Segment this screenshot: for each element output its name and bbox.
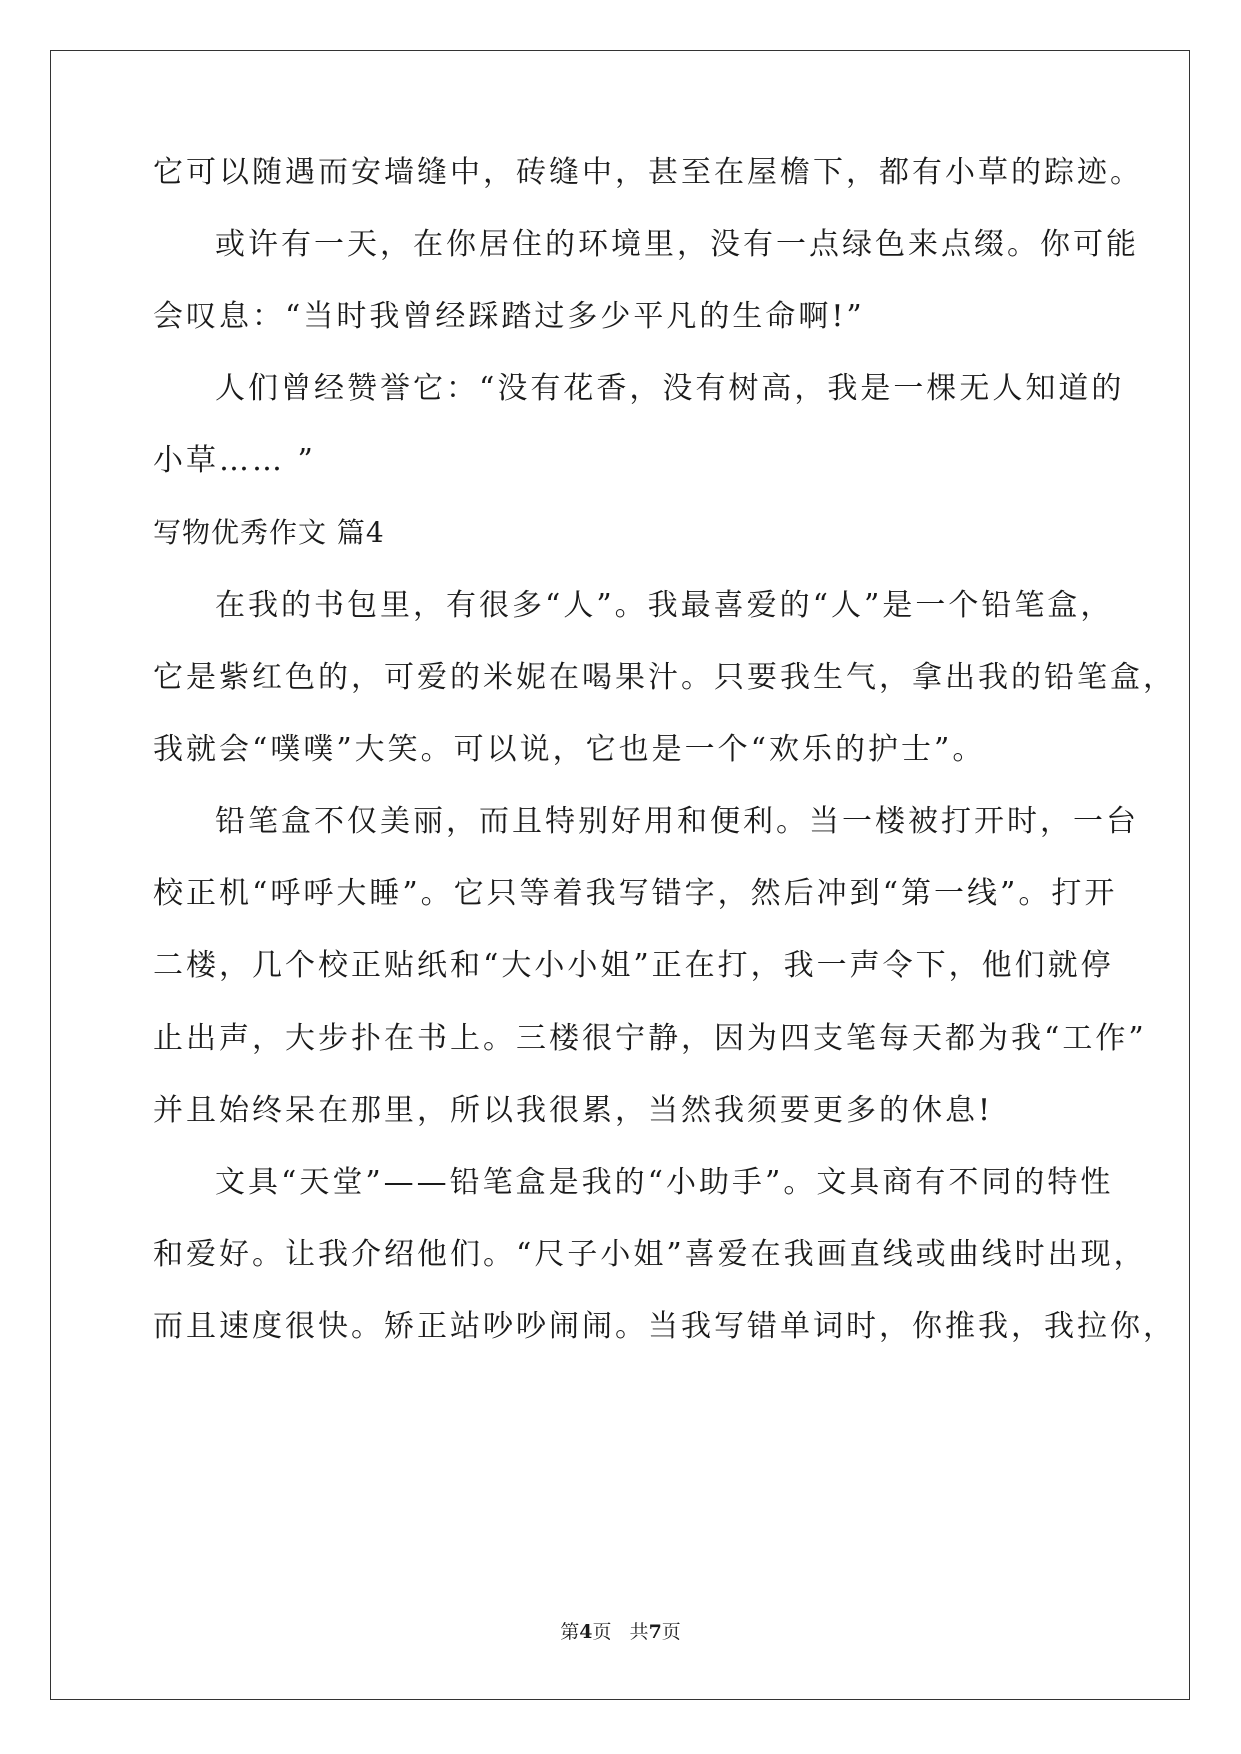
paragraph-line: 小草…… ” <box>153 443 316 478</box>
paragraph-line: 和爱好。让我介绍他们。“尺子小姐”喜爱在我画直线或曲线时出现， <box>153 1237 1147 1272</box>
total-page-count: 7 <box>648 1621 662 1643</box>
paragraph-line: 止出声，大步扑在书上。三楼很宁静，因为四支笔每天都为我“工作” <box>153 1021 1147 1056</box>
paragraph-line: 它可以随遇而安墙缝中，砖缝中，甚至在屋檐下，都有小草的踪迹。 <box>153 155 1143 190</box>
page-footer <box>0 1620 1241 1644</box>
paragraph-line: 会叹息：“当时我曾经踩踏过多少平凡的生命啊!” <box>153 299 865 334</box>
footer-suffix: 页 <box>661 1621 681 1643</box>
paragraph-line: 它是紫红色的，可爱的米妮在喝果汁。只要我生气，拿出我的铅笔盒， <box>153 660 1176 695</box>
paragraph-line: 人们曾经赞誉它：“没有花香，没有树高，我是一棵无人知道的 <box>215 371 1125 406</box>
footer-prefix: 第 <box>560 1621 580 1643</box>
paragraph-line: 并且始终呆在那里，所以我很累，当然我须要更多的休息! <box>153 1093 994 1128</box>
paragraph-line: 我就会“噗噗”大笑。可以说，它也是一个“欢乐的护士”。 <box>153 732 986 767</box>
paragraph-line: 文具“天堂”——铅笔盒是我的“小助手”。文具商有不同的特性 <box>215 1165 1114 1200</box>
paragraph-line: 或许有一天，在你居住的环境里，没有一点绿色来点缀。你可能 <box>215 227 1139 262</box>
paragraph-line: 而且速度很快。矫正站吵吵闹闹。当我写错单词时，你推我，我拉你， <box>153 1309 1176 1344</box>
paragraph-line: 校正机“呼呼大睡”。它只等着我写错字，然后冲到“第一线”。打开 <box>153 876 1118 911</box>
current-page-number: 4 <box>579 1621 593 1643</box>
paragraph-line: 铅笔盒不仅美丽，而且特别好用和便利。当一楼被打开时，一台 <box>215 804 1139 839</box>
footer-middle: 页 共 <box>592 1621 649 1643</box>
paragraph-line: 二楼，几个校正贴纸和“大小小姐”正在打，我一声令下，他们就停 <box>153 948 1114 983</box>
paragraph-line: 在我的书包里，有很多“人”。我最喜爱的“人”是一个铅笔盒， <box>215 588 1114 623</box>
section-heading: 写物优秀作文 篇4 <box>153 516 385 549</box>
